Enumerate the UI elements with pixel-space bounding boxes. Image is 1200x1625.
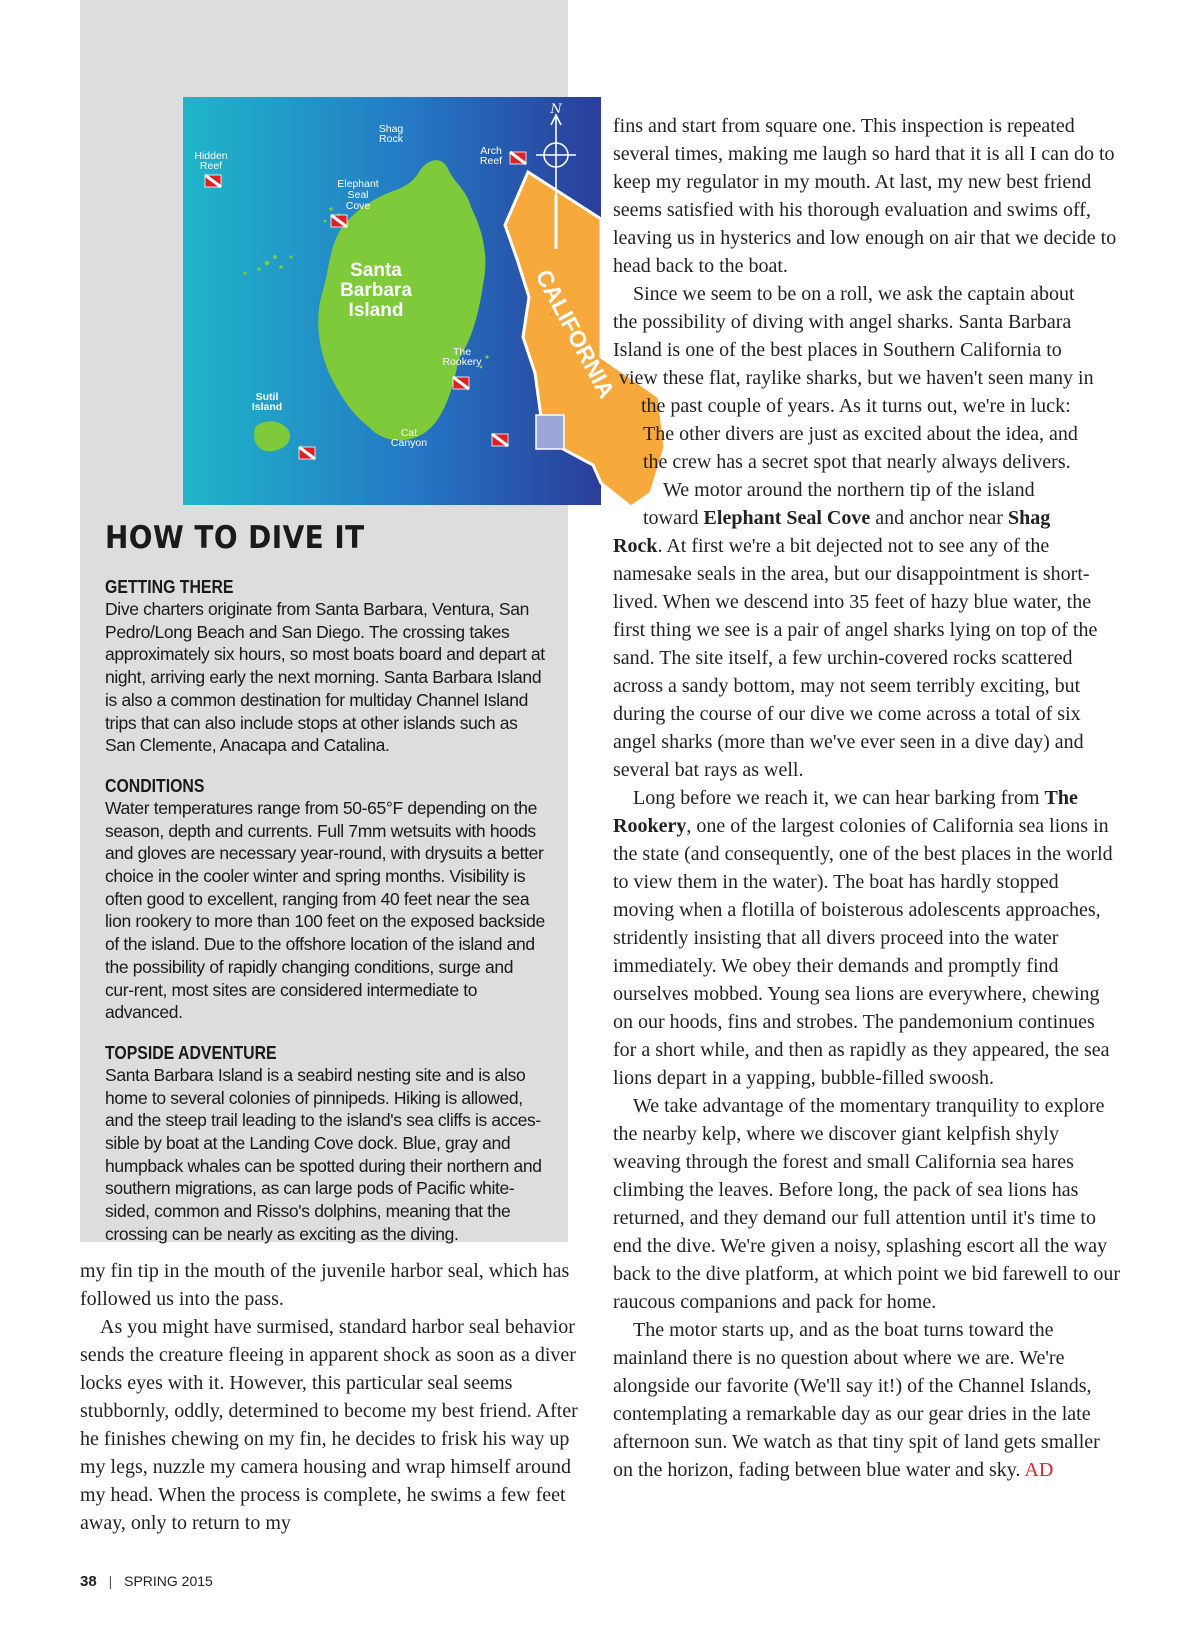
paragraph: We take advantage of the momentary tranquility to explore the nearby kelp, where we discover giant kelpfish shyly weaving through the forest and small California sea hares climbing the leaves. Before long, the pack of sea lions has returned, and they demand our full attention until it's time to end the dive. We're given a noisy, splashing escort all the way back to the dive platform, at which point we bid farewell to our raucous companions and pack for home.: [613, 1095, 1121, 1313]
left-column-text: [80, 1257, 588, 1537]
text-line: view these flat, raylike sharks, but we haven't seen many in: [619, 367, 1094, 389]
shag-rock-label-2: Rock: [379, 133, 403, 145]
text-line: Since we seem to be on a roll, we ask the captain about: [633, 283, 1075, 305]
text-run: , one of the largest colonies of California sea lions in the state (and consequently, one of the best places in the world to view them in the water). The boat has hardly stopped moving when a flotilla of boisterous adolescents approaches, stridently insisting that all divers proceed into the water immediately. We obey their demands and promptly find ourselves mobbed. Young sea lions are everywhere, chewing on our hoods, fins and strobes. The pandemonium continues for a short while, and then as rapidly as they appeared, the sea lions depart in a yapping, bubble-filled swoosh.: [613, 815, 1113, 1089]
inset-box: [536, 415, 564, 449]
paragraph: [613, 1316, 1123, 1484]
getting-there-section: [105, 576, 545, 757]
page-footer: [80, 1573, 213, 1590]
elephant-seal-cove-label-3: Cove: [345, 200, 371, 212]
map-graphic: [183, 97, 621, 505]
text-run: Long before we reach it, we can hear barking from: [633, 787, 1040, 809]
arch-reef-label-1: Arch: [480, 145, 502, 157]
arch-reef-label-2: Reef: [479, 155, 503, 167]
paragraph: fins and start from square one. This inspection is repeated several times, making me laugh so hard that it is all I can do to keep my regulator in my mouth. At last, my new best friend seems satisfied with his thorough evaluation and swims off, leaving us in hysterics and low enough on air that we decide to head back to the boat.: [613, 115, 1117, 277]
sutil-island-label-2: Island: [251, 401, 283, 413]
paragraph: my fin tip in the mouth of the juvenile harbor seal, which has followed us into the pass.: [80, 1260, 570, 1310]
wrapped-paragraph: [613, 280, 1123, 532]
text-line: the past couple of years. As it turns out, we're in luck:: [641, 395, 1071, 417]
text-line: The other divers are just as excited about the idea, and: [643, 423, 1078, 445]
place-name: The Rookery: [613, 787, 1078, 837]
text-line: [613, 504, 1123, 532]
place-name: Rock: [613, 535, 658, 557]
cat-canyon-label-1: Cat: [400, 427, 418, 439]
shag-rock-label-1: Shag: [378, 123, 404, 135]
how-to-dive-it-sidebar: [80, 0, 621, 1244]
footer-separator: |: [108, 1573, 113, 1589]
elephant-seal-cove-label-2: Seal: [347, 189, 369, 201]
paragraph: As you might have surmised, standard harbor seal behavior sends the creature fleeing in apparent shock as soon as a diver locks eyes with it. However, this particular seal seems stubbornly, oddly, determined to become my best friend. After he finishes chewing on my fin, he decides to frisk his way up my legs, nuzzle my camera housing and wrap himself around my head. When the process is complete, he swims a few feet away, only to return to my: [80, 1316, 578, 1534]
paragraph: [613, 532, 1123, 784]
cat-canyon-label-2: Canyon: [390, 437, 428, 449]
hidden-reef-label-1: Hidden: [194, 150, 228, 162]
issue-label: SPRING 2015: [124, 1573, 213, 1589]
sutil-island-label-1: Sutil: [255, 391, 279, 403]
conditions-section: [105, 775, 545, 1024]
north-label: N: [550, 102, 562, 117]
how-to-dive-it-box: [105, 520, 545, 1264]
text-line: We motor around the northern tip of the island: [663, 479, 1035, 501]
rookery-label-2: Rookery: [442, 356, 482, 368]
place-name: Elephant Seal Cove: [703, 507, 871, 529]
text-run: and anchor near: [875, 507, 1003, 529]
text-line: the crew has a secret spot that nearly always delivers.: [643, 451, 1071, 473]
rookery-label-1: The: [452, 346, 472, 358]
island-map: [183, 97, 621, 505]
island-name-2: Barbara: [340, 280, 412, 301]
hidden-reef-label-2: Reef: [199, 160, 223, 172]
text-line: the possibility of diving with angel sharks. Santa Barbara: [613, 311, 1072, 333]
page-number: 38: [80, 1573, 97, 1590]
section-text: Dive charters originate from Santa Barbara, Ventura, San Pedro/Long Beach and San Diego. The crossing takes approximately six hours, so most boats board and depart at night, arriving early the next morning. Santa Barbara Island is also a common destination for multiday Channel Island trips that can also include stops at other islands such as San Clemente, Anacapa and Catalina.: [105, 599, 545, 756]
right-column-text: [613, 112, 1123, 1484]
sidebar-title: HOW TO DIVE IT: [105, 520, 365, 556]
island-name-3: Island: [348, 300, 404, 321]
section-text: Water temperatures range from 50-65°F depending on the season, depth and currents. Full 7mm wetsuits with hoods and gloves are necessary year-round, with drysuits a better choice in the cooler winter and spring months. Visibility is often good to excellent, ranging from 40 feet near the sea lion rookery to more than 100 feet on the exposed backside of the island. Due to the offshore location of the island and the possibility of rapidly changing conditions, surge and cur-rent, most sites are considered intermediate to advanced.: [105, 797, 545, 1023]
elephant-seal-cove-label-1: Elephant: [337, 178, 379, 190]
text-run: toward: [643, 507, 699, 529]
section-heading: GETTING THERE: [105, 577, 234, 597]
paragraph: [613, 784, 1123, 1092]
topside-adventure-section: [105, 1042, 545, 1246]
section-heading: CONDITIONS: [105, 775, 205, 796]
section-text: Santa Barbara Island is a seabird nesting site and is also home to several colonies of pinnipeds. Hiking is allowed, and the steep trail leading to the island's sea cliffs is acces-sible by boat at the Landing Cove dock. Blue, gray and humpback whales can be spotted during their northern and southern migrations, as can large pods of Pacific white-sided, common and Risso's dolphins, meaning that the crossing can be nearly as exciting as the diving.: [105, 1064, 542, 1244]
text-run: . At first we're a bit dejected not to see any of the namesake seals in the area, but our disappointment is short-lived. When we descend into 35 feet of hazy blue water, the first thing we see is a pair of angel sharks lying on top of the sand. The site itself, a few urchin-covered rocks scattered across a sandy bottom, may not seem terribly exciting, but during the course of our dive we come across a total of six angel sharks (more than we've ever seen in a dive day) and several bat rays as well.: [613, 535, 1098, 781]
island-name-1: Santa: [350, 260, 402, 281]
end-mark: AD: [1024, 1459, 1054, 1481]
text-run: The motor starts up, and as the boat turns toward the mainland there is no question about where we are. We're alongside our favorite (We'll say it!) of the Channel Islands, contemplating a remarkable day as our gear dries in the late afternoon sun. We watch as that tiny spit of land gets smaller on the horizon, fading between blue water and sky.: [613, 1319, 1100, 1481]
section-heading: TOPSIDE ADVENTURE: [105, 1042, 277, 1063]
text-line: Island is one of the best places in Southern California to: [613, 339, 1062, 361]
place-name: Shag: [1007, 507, 1051, 529]
california-label: CALIFORNIA: [530, 265, 621, 403]
